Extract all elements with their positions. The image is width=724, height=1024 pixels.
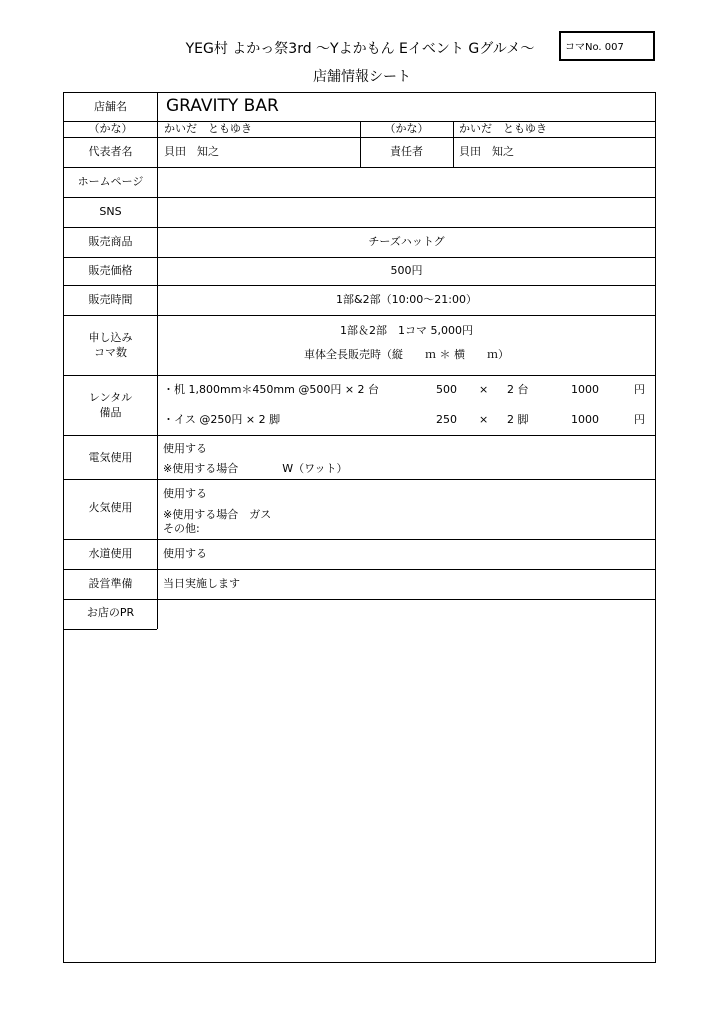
time-value: 1部&2部（10:00〜21:00）: [336, 293, 477, 306]
price-value: 500円: [390, 264, 423, 277]
representative-value: 貝田 知之: [164, 145, 219, 158]
electric-line-2: ※使用する場合 W（ワット）: [163, 462, 348, 475]
row-divider: [64, 257, 656, 258]
kana-label: （かな）: [88, 122, 133, 135]
rental-label-1: レンタル: [88, 391, 133, 404]
kana-label-2: （かな）: [384, 122, 429, 135]
pr-label: お店のPR: [86, 606, 135, 619]
rental-item-yen: 円: [634, 413, 645, 426]
sheet-subtitle: 店舗情報シート: [313, 69, 411, 85]
rental-item-times: ×: [479, 413, 489, 426]
row-divider: [64, 315, 656, 316]
application-line-2: 車体全長販売時（縦 ｍ ＊ 横 ｍ）: [304, 348, 509, 361]
rental-item-times: ×: [479, 383, 489, 396]
time-label: 販売時間: [88, 293, 133, 306]
rental-item-qty: 2 台: [507, 383, 529, 396]
rental-item-total: 1000: [571, 383, 599, 396]
fire-line-1: 使用する: [163, 487, 207, 500]
setup-label: 設営準備: [88, 577, 133, 590]
price-label: 販売価格: [88, 264, 133, 277]
store-name-value: GRAVITY BAR: [166, 96, 279, 116]
rental-item-unit: 500: [436, 383, 457, 396]
rental-item-yen: 円: [634, 383, 645, 396]
setup-value: 当日実施します: [163, 577, 240, 590]
rental-label-2: 備品: [99, 406, 122, 419]
kana-value-2: かいだ ともゆき: [459, 122, 547, 135]
electric-label: 電気使用: [88, 451, 133, 464]
representative-label: 代表者名: [88, 145, 133, 158]
responsible-value: 貝田 知之: [459, 145, 514, 158]
row-divider: [64, 569, 656, 570]
document-title: YEG村 よかっ祭3rd 〜Yよかもん Eイベント Gグルメ〜: [185, 41, 535, 57]
homepage-label: ホームページ: [77, 175, 144, 188]
row-divider: [64, 375, 656, 376]
row-divider: [64, 435, 656, 436]
product-value: チーズハットグ: [368, 235, 445, 248]
rental-item-unit: 250: [436, 413, 457, 426]
electric-line-1: 使用する: [163, 442, 207, 455]
sns-label: SNS: [99, 205, 122, 218]
row-divider: [64, 479, 656, 480]
application-line-1: 1部＆2部 1コマ 5,000円: [340, 324, 473, 337]
rental-item-total: 1000: [571, 413, 599, 426]
koma-number-box: コマNo. 007: [559, 31, 655, 61]
rental-item-qty: 2 脚: [507, 413, 529, 426]
water-label: 水道使用: [88, 547, 133, 560]
kana-value: かいだ ともゆき: [164, 122, 252, 135]
row-divider: [64, 227, 656, 228]
rental-item-desc: ・机 1,800mm＊450mm @500円 × 2 台: [163, 383, 380, 396]
water-value: 使用する: [163, 547, 207, 560]
row-divider: [64, 285, 656, 286]
row-divider: [64, 539, 656, 540]
store-name-label: 店舗名: [94, 100, 127, 113]
pr-label-divider: [64, 629, 157, 630]
split-divider: [453, 121, 454, 167]
fire-label: 火気使用: [88, 501, 133, 514]
product-label: 販売商品: [88, 235, 133, 248]
store-info-form: [63, 92, 656, 963]
fire-line-3: その他:: [163, 522, 200, 535]
application-label-2: コマ数: [94, 346, 127, 359]
application-label-1: 申し込み: [88, 331, 133, 344]
row-divider: [64, 197, 656, 198]
fire-line-2: ※使用する場合 ガス: [163, 508, 272, 521]
row-divider: [64, 599, 656, 600]
row-divider: [64, 167, 656, 168]
rental-item-desc: ・イス @250円 × 2 脚: [163, 413, 281, 426]
responsible-label: 責任者: [390, 145, 423, 158]
